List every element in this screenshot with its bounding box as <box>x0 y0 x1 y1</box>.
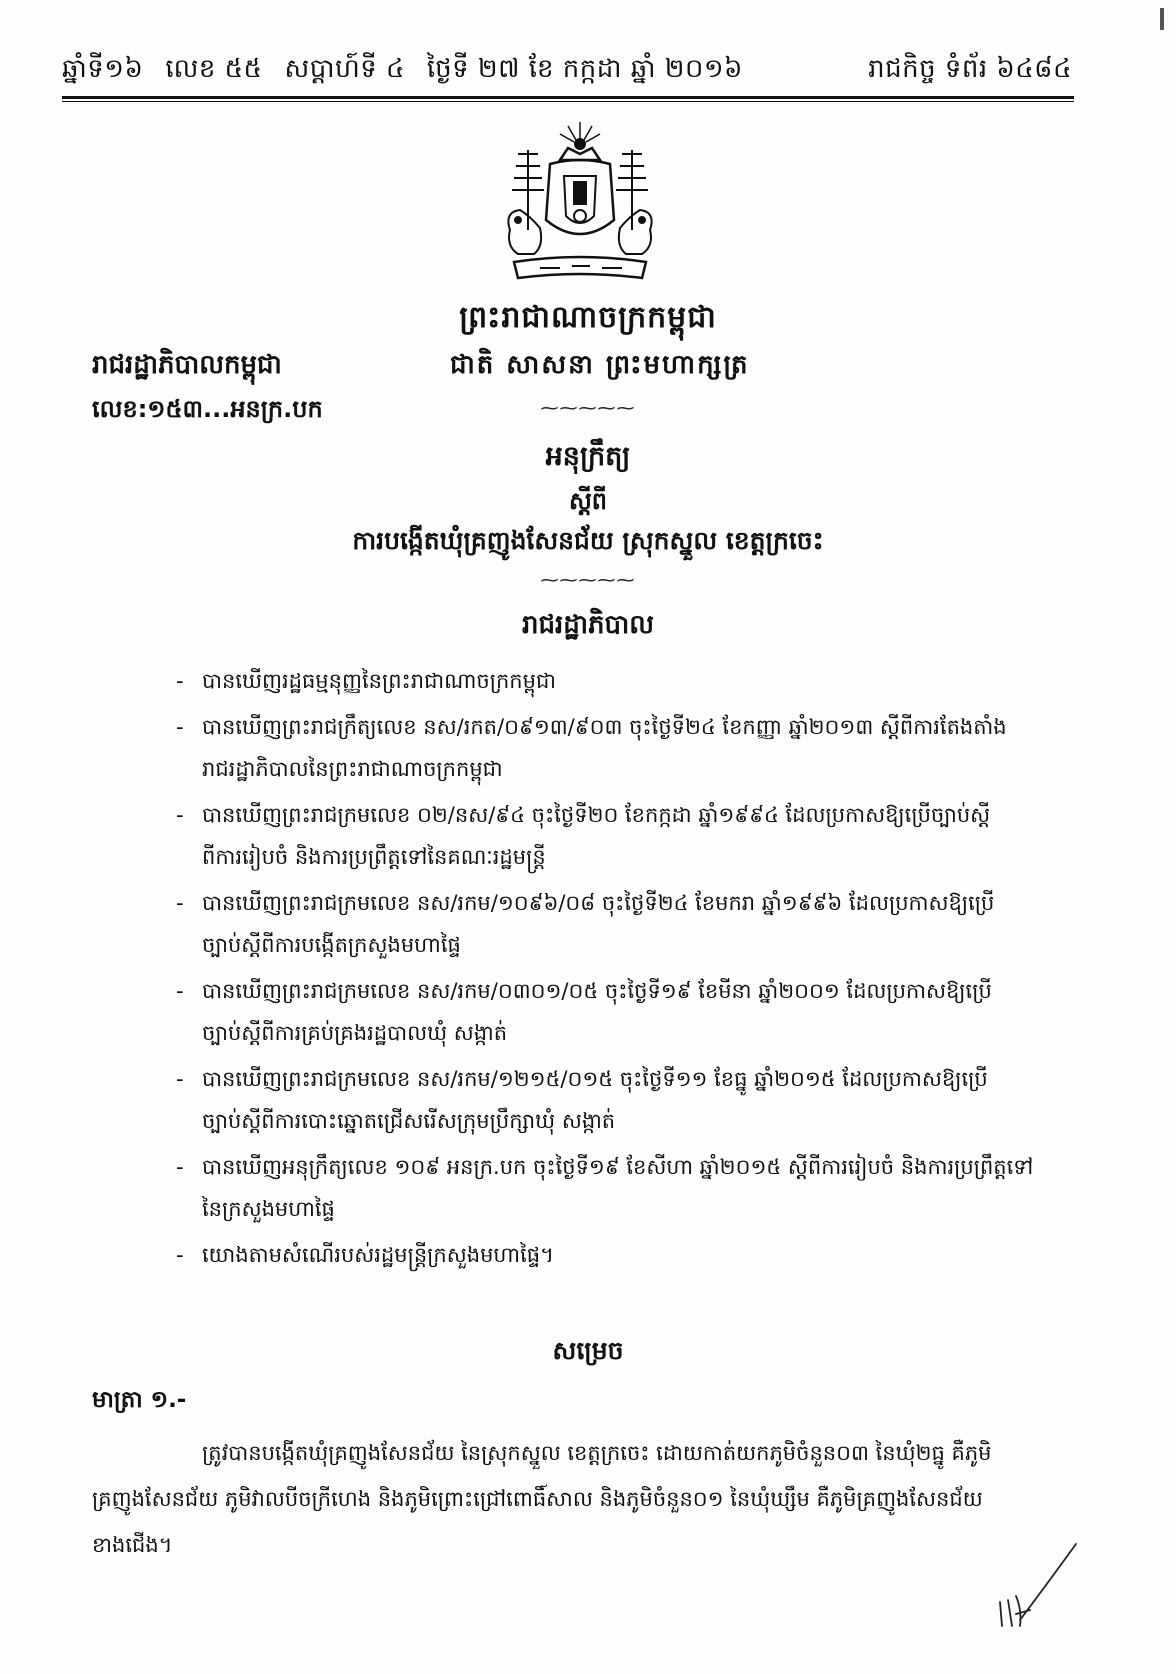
article-line: ខាងជើង។ <box>92 1533 173 1557</box>
gazette-page: រាជកិច្ច ទំព័រ ៦៤៨៤ <box>868 54 1072 84</box>
document-type: អនុក្រឹត្យ <box>545 441 631 472</box>
scan-mark <box>1160 8 1164 30</box>
document-number: លេខ:១៥៣...អនក្រ.បក <box>92 395 323 423</box>
article-line: ត្រូវបានបង្កើតឃុំគ្រញូងសែនជ័យ នៃស្រុកស្នួល ខេត្តក្រចេះ ដោយកាត់យកភូមិចំនួន០៣ នៃឃុំ២ធ្នូ គឺភូមិ <box>202 1441 992 1465</box>
gazette-issue-info <box>62 52 743 90</box>
royal-coat-of-arms-icon <box>490 120 670 290</box>
initials-signature-icon <box>990 1540 1080 1630</box>
header-rule <box>62 96 1074 99</box>
gazette-week: សប្តាហ៍ទី ៤ <box>284 54 405 84</box>
kingdom-title: ព្រះរាជាណាចក្រកម្ពុជា <box>459 300 717 335</box>
gazette-header <box>62 52 1072 90</box>
article-number: មាត្រា ១.- <box>92 1387 187 1413</box>
authority-heading: រាជរដ្ឋាភិបាល <box>521 610 655 640</box>
motto-ornament: ⁓⁓⁓⁓⁓ <box>540 398 636 419</box>
preamble-clause: - បានឃើញព្រះរាជក្រមលេខ នស/រកម/១២១៥/០១៥ ចុះថ្ងៃទី១១ ខែធ្នូ ឆ្នាំ២០១៥ ដែលប្រកាសឱ្យប្រើ ច្បាប់ស្តីពីការបោះឆ្នោតជ្រើសរើសក្រុមប្រឹក្សាឃុំ សង្កាត់ <box>176 1067 988 1133</box>
preamble-clause: - បានឃើញព្រះរាជក្រមលេខ ០២/នស/៩៤ ចុះថ្ងៃទី២០ ខែកក្កដា ឆ្នាំ១៩៩៤ ដែលប្រកាសឱ្យប្រើច្បាប់ស្តី ពីការរៀបចំ និងការប្រព្រឹត្តទៅនៃគណៈរដ្ឋមន្ត្រី <box>176 803 991 869</box>
document-about: ស្តីពី <box>568 487 608 515</box>
preamble-clause: - បានឃើញរដ្ឋធម្មនុញ្ញនៃព្រះរាជាណាចក្រកម្ពុជា <box>176 669 556 693</box>
gazette-date: ថ្ងៃទី ២៧ ខែ កក្កដា ឆ្នាំ ២០១៦ <box>426 54 743 84</box>
issuing-authority: រាជរដ្ឋាភិបាលកម្ពុជា <box>92 350 282 380</box>
national-motto: ជាតិ សាសនា ព្រះមហាក្សត្រ <box>450 350 750 380</box>
document-subject: ការបង្កើតឃុំគ្រញូងសែនជ័យ ស្រុកស្នួល ខេត្តក្រចេះ <box>352 526 824 555</box>
preamble-clause: - បានឃើញព្រះរាជក្រមលេខ នស/រកម/០៣០១/០៥ ចុះថ្ងៃទី១៩ ខែមីនា ឆ្នាំ២០០១ ដែលប្រកាសឱ្យប្រើ ច្បាប់ស្តីពីការគ្រប់គ្រងរដ្ឋបាលឃុំ សង្កាត់ <box>176 979 992 1045</box>
article-body <box>92 1430 1082 1568</box>
preamble-clause: - បានឃើញអនុក្រឹត្យលេខ ១០៩ អនក្រ.បក ចុះថ្ងៃទី១៩ ខែសីហា ឆ្នាំ២០១៥ ស្តីពីការរៀបចំ និងការប្រព្រឹត្តទៅ នៃក្រសួងមហាផ្ទៃ <box>176 1155 1034 1221</box>
title-ornament: ⁓⁓⁓⁓⁓ <box>540 570 636 591</box>
preamble-clause: - បានឃើញព្រះរាជក្រឹត្យលេខ នស/រកត/០៩១៣/៩០៣ ចុះថ្ងៃទី២៤ ខែកញ្ញា ឆ្នាំ២០១៣ ស្តីពីការតែងតាំង រាជរដ្ឋាភិបាលនៃព្រះរាជាណាចក្រកម្ពុជា <box>176 715 1007 781</box>
preamble-clauses <box>176 660 1076 1280</box>
header-rule-thin <box>62 101 1074 102</box>
preamble-clause: - បានឃើញព្រះរាជក្រមលេខ នស/រកម/១០៩៦/០៨ ចុះថ្ងៃទី២៤ ខែមករា ឆ្នាំ១៩៩៦ ដែលប្រកាសឱ្យប្រើ ច្បាប់ស្តីពីការបង្កើតក្រសួងមហាផ្ទៃ <box>176 891 995 957</box>
gazette-issue: លេខ ៥៥ <box>165 54 263 84</box>
preamble-clause: - យោងតាមសំណើរបស់រដ្ឋមន្ត្រីក្រសួងមហាផ្ទៃ។ <box>176 1243 554 1267</box>
gazette-year: ឆ្នាំទី១៦ <box>62 54 144 84</box>
article-line: គ្រញូងសែនជ័យ ភូមិវាលបីចក្រីហេង និងភូមិព្រោះជ្រៅពោធិ៍សាល និងភូមិចំនួន០១ នៃឃុំឃ្សឹម គឺភូមិគ្រញូងសែនជ័យ <box>92 1487 983 1511</box>
decision-heading: សម្រេច <box>552 1336 624 1365</box>
